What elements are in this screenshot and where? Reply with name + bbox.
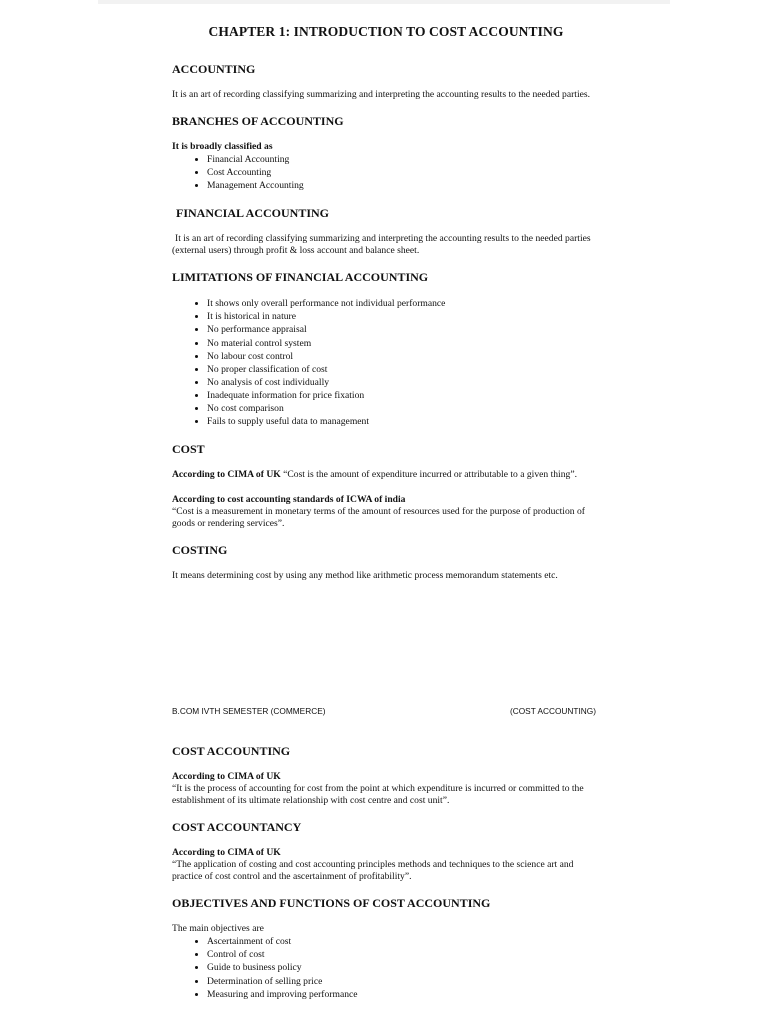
list-item: • Management Accounting — [207, 179, 600, 192]
cost-icwa-label: According to cost accounting standards of ICWA of india — [172, 494, 406, 506]
cost-icwa-text: “Cost is a measurement in monetary terms of the amount of resources used for the purpose of production of goods or rendering services”. — [172, 506, 585, 530]
document-page — [172, 24, 600, 1015]
branches-heading: BRANCHES OF ACCOUNTING — [172, 114, 344, 128]
list-item: • No material control system — [207, 337, 600, 350]
footer-left: B.COM IVTH SEMESTER (COMMERCE) — [172, 706, 326, 717]
list-item: • No labour cost control — [207, 350, 600, 363]
list-item: • No performance appraisal — [207, 323, 600, 336]
objectives-list — [172, 935, 600, 1000]
list-item: • It shows only overall performance not individual performance — [207, 297, 600, 310]
list-item: • Determination of selling price — [207, 975, 600, 988]
cost-accountancy-label: According to CIMA of UK — [172, 847, 281, 859]
branches-list — [172, 153, 600, 192]
financial-heading: FINANCIAL ACCOUNTING — [176, 206, 330, 221]
page-break-space — [172, 595, 600, 706]
list-item: • Financial Accounting — [207, 153, 600, 166]
limitations-heading: LIMITATIONS OF FINANCIAL ACCOUNTING — [172, 270, 429, 285]
list-item: • Fails to supply useful data to management — [207, 415, 600, 428]
list-item: • Guide to business policy — [207, 961, 600, 974]
list-item: • No analysis of cost individually — [207, 376, 600, 389]
list-item: • Measuring and improving performance — [207, 988, 600, 1001]
cost-accounting-label: According to CIMA of UK — [172, 771, 281, 783]
cost-accountancy-heading: COST ACCOUNTANCY — [172, 820, 302, 835]
objectives-heading: OBJECTIVES AND FUNCTIONS OF COST ACCOUNTING — [172, 896, 491, 911]
objectives-intro: The main objectives are — [172, 923, 264, 935]
costing-text: It means determining cost by using any method like arithmetic process memorandum statements etc. — [172, 570, 558, 582]
page-footer — [172, 706, 600, 718]
list-item: • Inadequate information for price fixation — [207, 389, 600, 402]
list-item: • Control of cost — [207, 948, 600, 961]
financial-text: It is an art of recording classifying summarizing and interpreting the accounting results to the needed parties (external users) through profit & loss account and balance sheet. — [172, 233, 591, 257]
list-item: • No cost comparison — [207, 402, 600, 415]
costing-heading: COSTING — [172, 543, 228, 558]
footer-right: (COST ACCOUNTING) — [509, 706, 596, 717]
list-item: • Ascertainment of cost — [207, 935, 600, 948]
cost-heading: COST — [172, 442, 205, 457]
cost-accountancy-text: “The application of costing and cost accounting principles methods and techniques to the science art and practice of cost control and the ascertainment of profitability”. — [172, 859, 574, 883]
chapter-title: CHAPTER 1: INTRODUCTION TO COST ACCOUNTING — [208, 24, 564, 39]
list-item: • No proper classification of cost — [207, 363, 600, 376]
accounting-text: It is an art of recording classifying summarizing and interpreting the accounting results to the needed parties. — [172, 89, 590, 100]
list-item: • Cost Accounting — [207, 166, 600, 179]
cost-cima-definition — [172, 469, 600, 481]
page-top-edge — [98, 0, 670, 4]
accounting-heading: ACCOUNTING — [172, 62, 256, 76]
cost-accounting-heading: COST ACCOUNTING — [172, 744, 291, 759]
cost-accounting-text: “It is the process of accounting for cost from the point at which expenditure is incurred or committed to the establishment of its ultimate relationship with cost centre and cost unit”. — [172, 783, 584, 807]
cost-cima-text: “Cost is the amount of expenditure incurred or attributable to a given thing”. — [280, 469, 577, 481]
list-item: • It is historical in nature — [207, 310, 600, 323]
limitations-list — [172, 297, 600, 428]
cost-cima-label: According to CIMA of UK — [172, 469, 281, 481]
branches-intro: It is broadly classified as — [172, 141, 273, 152]
